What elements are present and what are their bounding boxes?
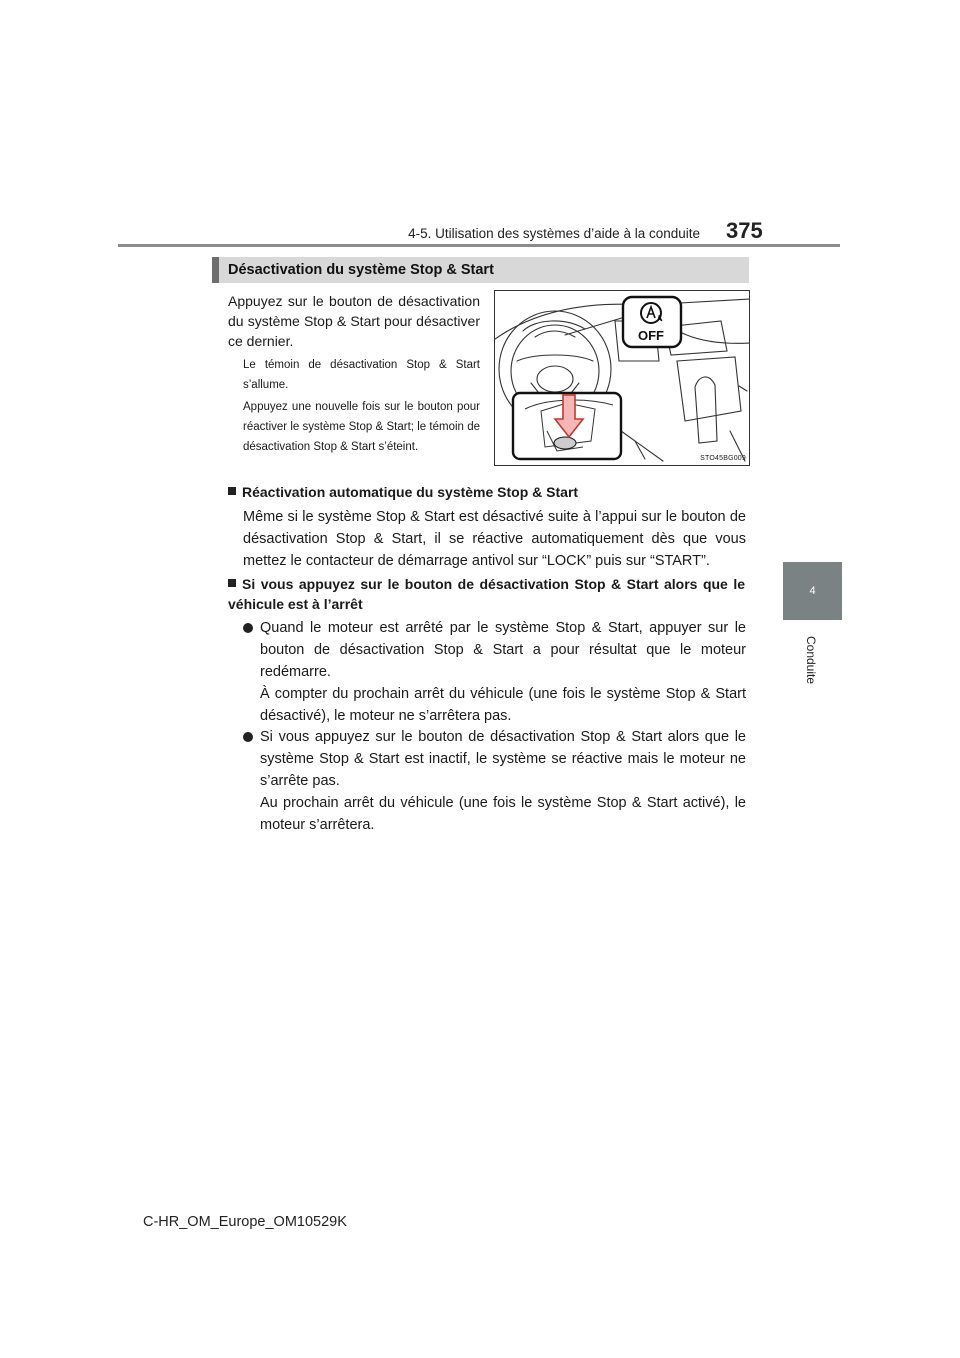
document-footer: C-HR_OM_Europe_OM10529K	[143, 1214, 347, 1230]
auto-reactivation-paragraph: Même si le système Stop & Start est désactivé suite à l’appui sur le bouton de désactivation Stop & Start, il se réactive automatiquement dès que vous mettez le contacteur de démarrage antivol sur “LOCK” puis sur “START”.	[243, 509, 746, 569]
bullet-text: Si vous appuyez sur le bouton de désactivation Stop & Start alors que le système Stop & Start est inactif, le système se réactive mais le moteur ne s’arrête pas.	[260, 729, 746, 789]
chapter-label	[776, 630, 846, 690]
bullet-text: Quand le moteur est arrêté par le système Stop & Start, appuyer sur le bouton de désactivation Stop & Start a pour résultat que le moteur redémarre.	[260, 620, 746, 680]
note-reactivate: Appuyez une nouvelle fois sur le bouton pour réactiver le système Stop & Start; le témoin de désactivation Stop & Start s’éteint.	[243, 401, 480, 453]
page-number: 375	[726, 218, 763, 243]
bullet-item	[243, 726, 746, 836]
dashboard-illustration	[494, 290, 750, 466]
bullet-item	[243, 617, 746, 727]
round-bullet-icon	[243, 623, 253, 633]
chapter-tab[interactable]: 4	[783, 562, 842, 620]
square-bullet-icon	[228, 579, 236, 587]
note-indicator-on: Le témoin de désactivation Stop & Start s’allume.	[243, 359, 480, 391]
running-header-section: 4-5. Utilisation des systèmes d’aide à la conduite	[408, 226, 700, 241]
round-bullet-icon	[243, 732, 253, 742]
bullet-text-continued: Au prochain arrêt du véhicule (une fois le système Stop & Start activé), le moteur s’arrêtera.	[260, 795, 746, 833]
chapter-label-text: Conduite	[803, 635, 818, 685]
figure-code: STO45BG009	[700, 455, 746, 462]
subsection-title-text: Si vous appuyez sur le bouton de désactivation Stop & Start alors que le véhicule est à l’arrêt	[228, 576, 745, 612]
subsection-title-vehicle-stopped	[228, 574, 745, 614]
intro-paragraph: Appuyez sur le bouton de désactivation du système Stop & Start pour désactiver ce dernier.	[228, 293, 480, 349]
square-bullet-icon	[228, 487, 236, 495]
header-rule	[118, 244, 840, 247]
subsection-title-auto-reactivation	[228, 482, 748, 502]
dashboard-drawing	[495, 291, 750, 466]
off-button-label: OFF	[638, 328, 664, 343]
section-title: Désactivation du système Stop & Start	[212, 257, 749, 283]
subsection-title-text: Réactivation automatique du système Stop & Start	[242, 484, 579, 500]
bullet-text-continued: À compter du prochain arrêt du véhicule (une fois le système Stop & Start désactivé), le moteur ne s’arrêtera pas.	[260, 686, 746, 724]
